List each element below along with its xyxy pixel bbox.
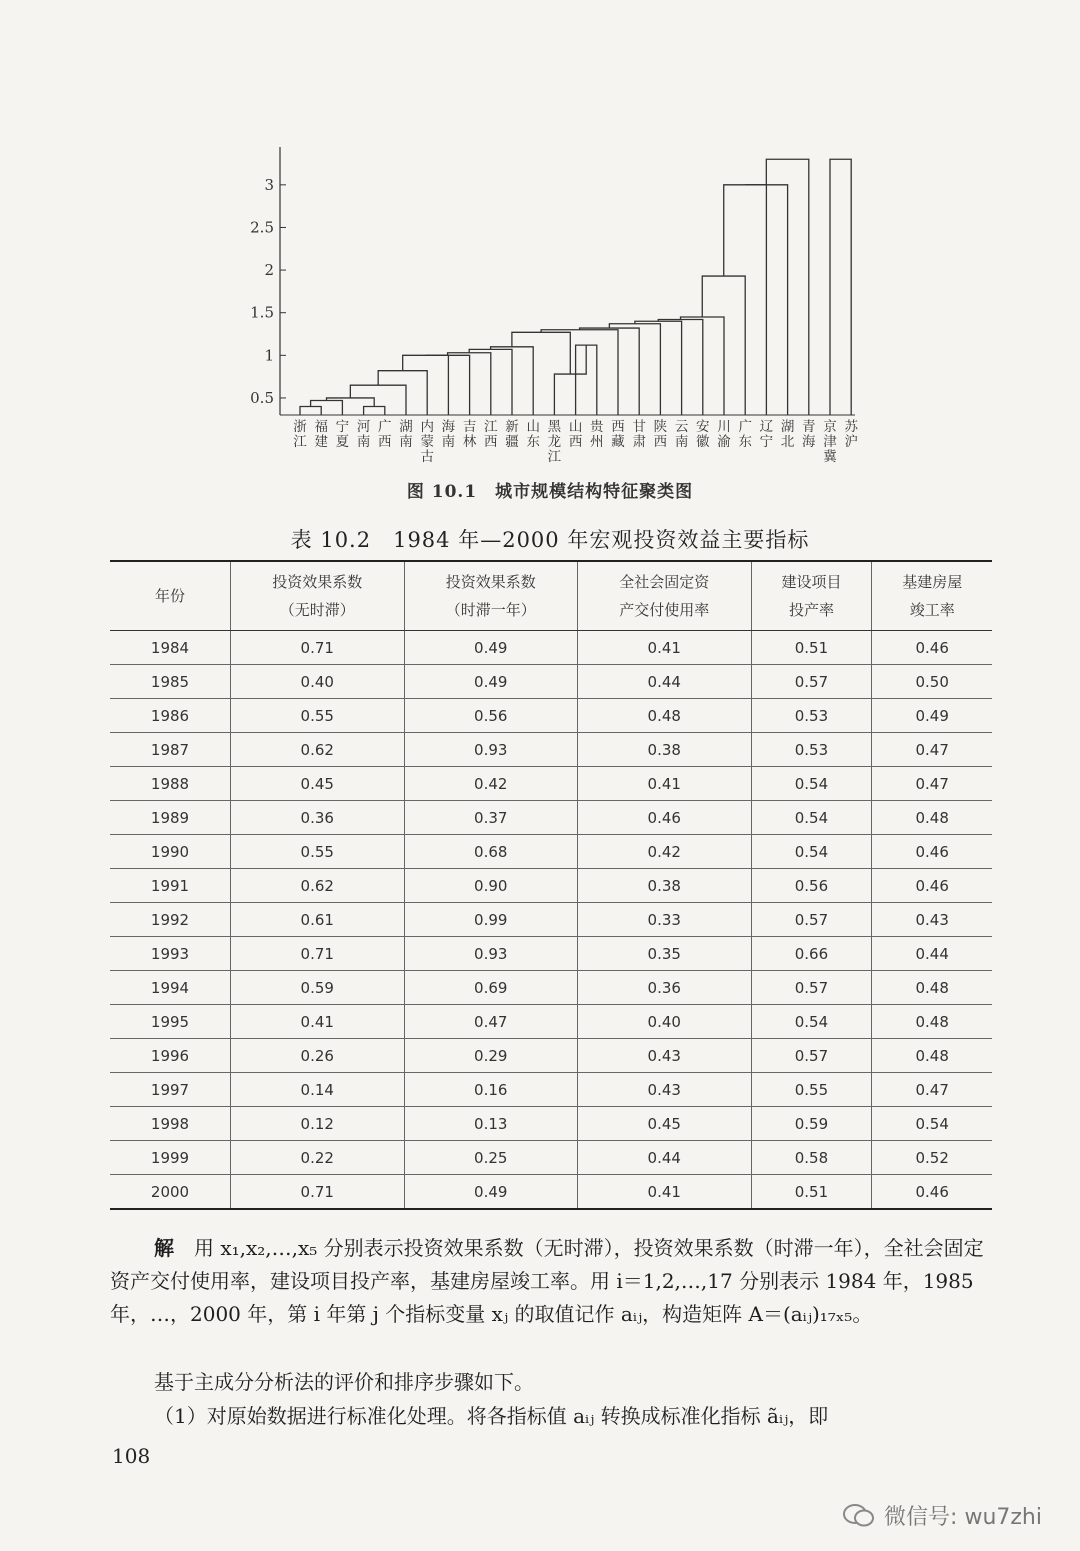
value-cell: 0.57: [751, 903, 872, 937]
value-cell: 0.50: [872, 665, 992, 699]
table-row: [110, 937, 992, 971]
y-tick-label: 3: [264, 175, 274, 194]
year-cell: 2000: [110, 1175, 231, 1210]
value-cell: 0.51: [751, 631, 872, 665]
value-cell: 0.41: [578, 1175, 752, 1210]
value-cell: 0.61: [231, 903, 405, 937]
value-cell: 0.41: [578, 767, 752, 801]
leaf-label: 福建: [314, 419, 328, 450]
value-cell: 0.44: [578, 665, 752, 699]
value-cell: 0.46: [872, 631, 992, 665]
value-cell: 0.54: [751, 767, 872, 801]
leaf-label: 青海: [802, 419, 816, 450]
value-cell: 0.93: [404, 937, 578, 971]
table-row: [110, 1039, 992, 1073]
leaf-label: 安徽: [696, 419, 710, 450]
table-row: [110, 767, 992, 801]
leaf-label: 云南: [674, 419, 689, 450]
value-cell: 0.12: [231, 1107, 405, 1141]
value-cell: 0.41: [578, 631, 752, 665]
solution-paragraph: [110, 1232, 990, 1331]
value-cell: 0.99: [404, 903, 578, 937]
value-cell: 0.68: [404, 835, 578, 869]
value-cell: 0.38: [578, 869, 752, 903]
year-cell: 1993: [110, 937, 231, 971]
dendrogram-link: [350, 385, 406, 415]
value-cell: 0.49: [404, 665, 578, 699]
value-cell: 0.46: [872, 869, 992, 903]
leaf-label: 广西: [378, 419, 392, 450]
table-row: [110, 1175, 992, 1210]
value-cell: 0.69: [404, 971, 578, 1005]
value-cell: 0.13: [404, 1107, 578, 1141]
value-cell: 0.53: [751, 699, 872, 733]
value-cell: 0.93: [404, 733, 578, 767]
dendrogram-link: [830, 159, 851, 415]
watermark-text: 微信号: wu7zhi: [884, 1505, 1042, 1530]
header-coef-lag: 投资效果系数 （时滞一年）: [404, 561, 578, 631]
value-cell: 0.22: [231, 1141, 405, 1175]
value-cell: 0.43: [578, 1039, 752, 1073]
wechat-icon: [842, 1503, 876, 1529]
value-cell: 0.47: [872, 1073, 992, 1107]
value-cell: 0.48: [872, 1005, 992, 1039]
value-cell: 0.45: [231, 767, 405, 801]
value-cell: 0.48: [872, 971, 992, 1005]
value-cell: 0.59: [751, 1107, 872, 1141]
value-cell: 0.47: [872, 767, 992, 801]
dendrogram-link: [541, 330, 618, 415]
value-cell: 0.40: [231, 665, 405, 699]
value-cell: 0.49: [404, 631, 578, 665]
value-cell: 0.47: [404, 1005, 578, 1039]
value-cell: 0.56: [751, 869, 872, 903]
value-cell: 0.57: [751, 971, 872, 1005]
value-cell: 0.58: [751, 1141, 872, 1175]
leaf-label: 京津冀: [823, 419, 837, 465]
table-row: [110, 631, 992, 665]
leaf-label: 黑龙江: [547, 419, 562, 465]
header-year: 年份: [110, 561, 231, 631]
year-cell: 1998: [110, 1107, 231, 1141]
table-title: 表 10.2 1984 年—2000 年宏观投资效益主要指标: [290, 528, 810, 552]
year-cell: 1997: [110, 1073, 231, 1107]
value-cell: 0.53: [751, 733, 872, 767]
leaf-label: 西藏: [611, 419, 625, 450]
year-cell: 1985: [110, 665, 231, 699]
value-cell: 0.37: [404, 801, 578, 835]
dendrogram-link: [426, 355, 470, 415]
value-cell: 0.46: [872, 1175, 992, 1210]
value-cell: 0.40: [578, 1005, 752, 1039]
y-tick-label: 0.5: [250, 388, 274, 407]
y-tick-label: 2: [264, 261, 274, 280]
value-cell: 0.46: [578, 801, 752, 835]
steps-intro: 基于主成分分析法的评价和排序步骤如下。: [154, 1370, 534, 1394]
table-row: [110, 699, 992, 733]
value-cell: 0.25: [404, 1141, 578, 1175]
value-cell: 0.42: [578, 835, 752, 869]
value-cell: 0.44: [578, 1141, 752, 1175]
value-cell: 0.16: [404, 1073, 578, 1107]
table-row: [110, 835, 992, 869]
value-cell: 0.29: [404, 1039, 578, 1073]
leaf-label: 浙江: [293, 419, 307, 450]
value-cell: 0.49: [404, 1175, 578, 1210]
value-cell: 0.36: [578, 971, 752, 1005]
value-cell: 0.43: [578, 1073, 752, 1107]
value-cell: 0.54: [751, 1005, 872, 1039]
dendrogram-link: [580, 328, 640, 415]
leaf-label: 宁夏: [335, 419, 350, 450]
year-cell: 1994: [110, 971, 231, 1005]
value-cell: 0.43: [872, 903, 992, 937]
value-cell: 0.45: [578, 1107, 752, 1141]
leaf-label: 新疆: [505, 419, 519, 450]
leaf-label: 山西: [568, 419, 583, 450]
dendrogram-link: [512, 332, 570, 374]
value-cell: 0.55: [751, 1073, 872, 1107]
step-1: （1）对原始数据进行标准化处理。将各指标值 aᵢⱼ 转换成标准化指标 ãᵢⱼ，即: [154, 1404, 829, 1428]
year-cell: 1991: [110, 869, 231, 903]
value-cell: 0.55: [231, 835, 405, 869]
solution-label: 解: [154, 1236, 174, 1260]
year-cell: 1986: [110, 699, 231, 733]
wechat-watermark: [842, 1500, 1042, 1531]
year-cell: 1988: [110, 767, 231, 801]
value-cell: 0.48: [872, 1039, 992, 1073]
value-cell: 0.52: [872, 1141, 992, 1175]
leaf-label: 内蒙古: [420, 419, 434, 465]
dendrogram-link: [300, 406, 321, 415]
leaf-label: 甘肃: [632, 419, 646, 450]
value-cell: 0.54: [872, 1107, 992, 1141]
dendrogram-link: [635, 321, 682, 415]
dendrogram-link: [403, 355, 449, 415]
y-tick-label: 1.5: [250, 303, 274, 322]
leaf-label: 陕西: [653, 419, 668, 450]
value-cell: 0.62: [231, 869, 405, 903]
value-cell: 0.48: [578, 699, 752, 733]
value-cell: 0.51: [751, 1175, 872, 1210]
table-row: [110, 1107, 992, 1141]
year-cell: 1996: [110, 1039, 231, 1073]
header-completion-rate: 基建房屋 竣工率: [872, 561, 992, 631]
value-cell: 0.55: [231, 699, 405, 733]
leaf-label: 湖南: [399, 419, 413, 450]
table-row: [110, 971, 992, 1005]
leaf-label: 江西: [484, 419, 498, 450]
y-tick-label: 2.5: [250, 218, 274, 237]
value-cell: 0.59: [231, 971, 405, 1005]
value-cell: 0.33: [578, 903, 752, 937]
table-row: [110, 801, 992, 835]
header-coef-no-lag: 投资效果系数 （无时滞）: [231, 561, 405, 631]
year-cell: 1999: [110, 1141, 231, 1175]
page-number: 108: [112, 1444, 151, 1468]
table-row: [110, 1005, 992, 1039]
dendrogram-link: [311, 401, 343, 415]
y-tick-label: 1: [264, 346, 274, 365]
leaf-label: 湖北: [780, 419, 795, 450]
value-cell: 0.47: [872, 733, 992, 767]
table-row: [110, 1073, 992, 1107]
investment-indicators-table: [110, 560, 992, 1210]
value-cell: 0.71: [231, 937, 405, 971]
value-cell: 0.62: [231, 733, 405, 767]
table-header-row: [110, 561, 992, 631]
value-cell: 0.35: [578, 937, 752, 971]
value-cell: 0.44: [872, 937, 992, 971]
value-cell: 0.57: [751, 1039, 872, 1073]
header-asset-rate: 全社会固定资 产交付使用率: [578, 561, 752, 631]
solution-text: 用 x₁,x₂,…,x₅ 分别表示投资效果系数（无时滞），投资效果系数（时滞一年），全社会固定资产交付使用率，建设项目投产率，基建房屋竣工率。用 i＝1,2,…,17 分别表示 1984 年，1985 年，…，2000 年，第 i 年第 j 个指标变量 xⱼ 的取值记作 aᵢⱼ，构造矩阵 A＝(aᵢⱼ)₁₇ₓ₅。: [110, 1236, 984, 1326]
leaf-label: 河南: [356, 419, 371, 450]
year-cell: 1989: [110, 801, 231, 835]
value-cell: 0.36: [231, 801, 405, 835]
value-cell: 0.46: [872, 835, 992, 869]
value-cell: 0.71: [231, 1175, 405, 1210]
dendrogram-link: [658, 320, 703, 415]
cluster-dendrogram: [240, 135, 860, 465]
leaf-label: 川渝: [717, 419, 731, 450]
year-cell: 1990: [110, 835, 231, 869]
value-cell: 0.54: [751, 801, 872, 835]
dendrogram-link: [327, 398, 375, 407]
figure-caption: 图 10.1 城市规模结构特征聚类图: [406, 482, 694, 502]
table-row: [110, 869, 992, 903]
value-cell: 0.71: [231, 631, 405, 665]
value-cell: 0.66: [751, 937, 872, 971]
value-cell: 0.49: [872, 699, 992, 733]
leaf-label: 山东: [526, 419, 540, 450]
dendrogram-link: [378, 371, 427, 415]
leaf-label: 广东: [738, 419, 752, 450]
year-cell: 1984: [150, 638, 190, 657]
table-row: [110, 903, 992, 937]
year-cell: 1992: [110, 903, 231, 937]
table-row: [110, 1141, 992, 1175]
value-cell: 0.57: [751, 665, 872, 699]
value-cell: 0.56: [404, 699, 578, 733]
dendrogram-link: [364, 406, 385, 415]
value-cell: 0.38: [578, 733, 752, 767]
year-cell: 1987: [110, 733, 231, 767]
table-row: [110, 733, 992, 767]
value-cell: 0.54: [751, 835, 872, 869]
leaf-label: 吉林: [462, 419, 477, 450]
value-cell: 0.14: [231, 1073, 405, 1107]
leaf-label: 海南: [441, 419, 456, 450]
value-cell: 0.90: [404, 869, 578, 903]
value-cell: 0.48: [872, 801, 992, 835]
value-cell: 0.26: [231, 1039, 405, 1073]
value-cell: 0.41: [231, 1005, 405, 1039]
value-cell: 0.42: [404, 767, 578, 801]
leaf-label: 贵州: [590, 419, 604, 450]
header-project-rate: 建设项目 投产率: [751, 561, 872, 631]
leaf-label: 苏沪: [844, 419, 858, 450]
table-row: [110, 665, 992, 699]
leaf-label: 辽宁: [759, 419, 774, 450]
year-cell: 1995: [110, 1005, 231, 1039]
dendrogram-link: [609, 324, 660, 415]
